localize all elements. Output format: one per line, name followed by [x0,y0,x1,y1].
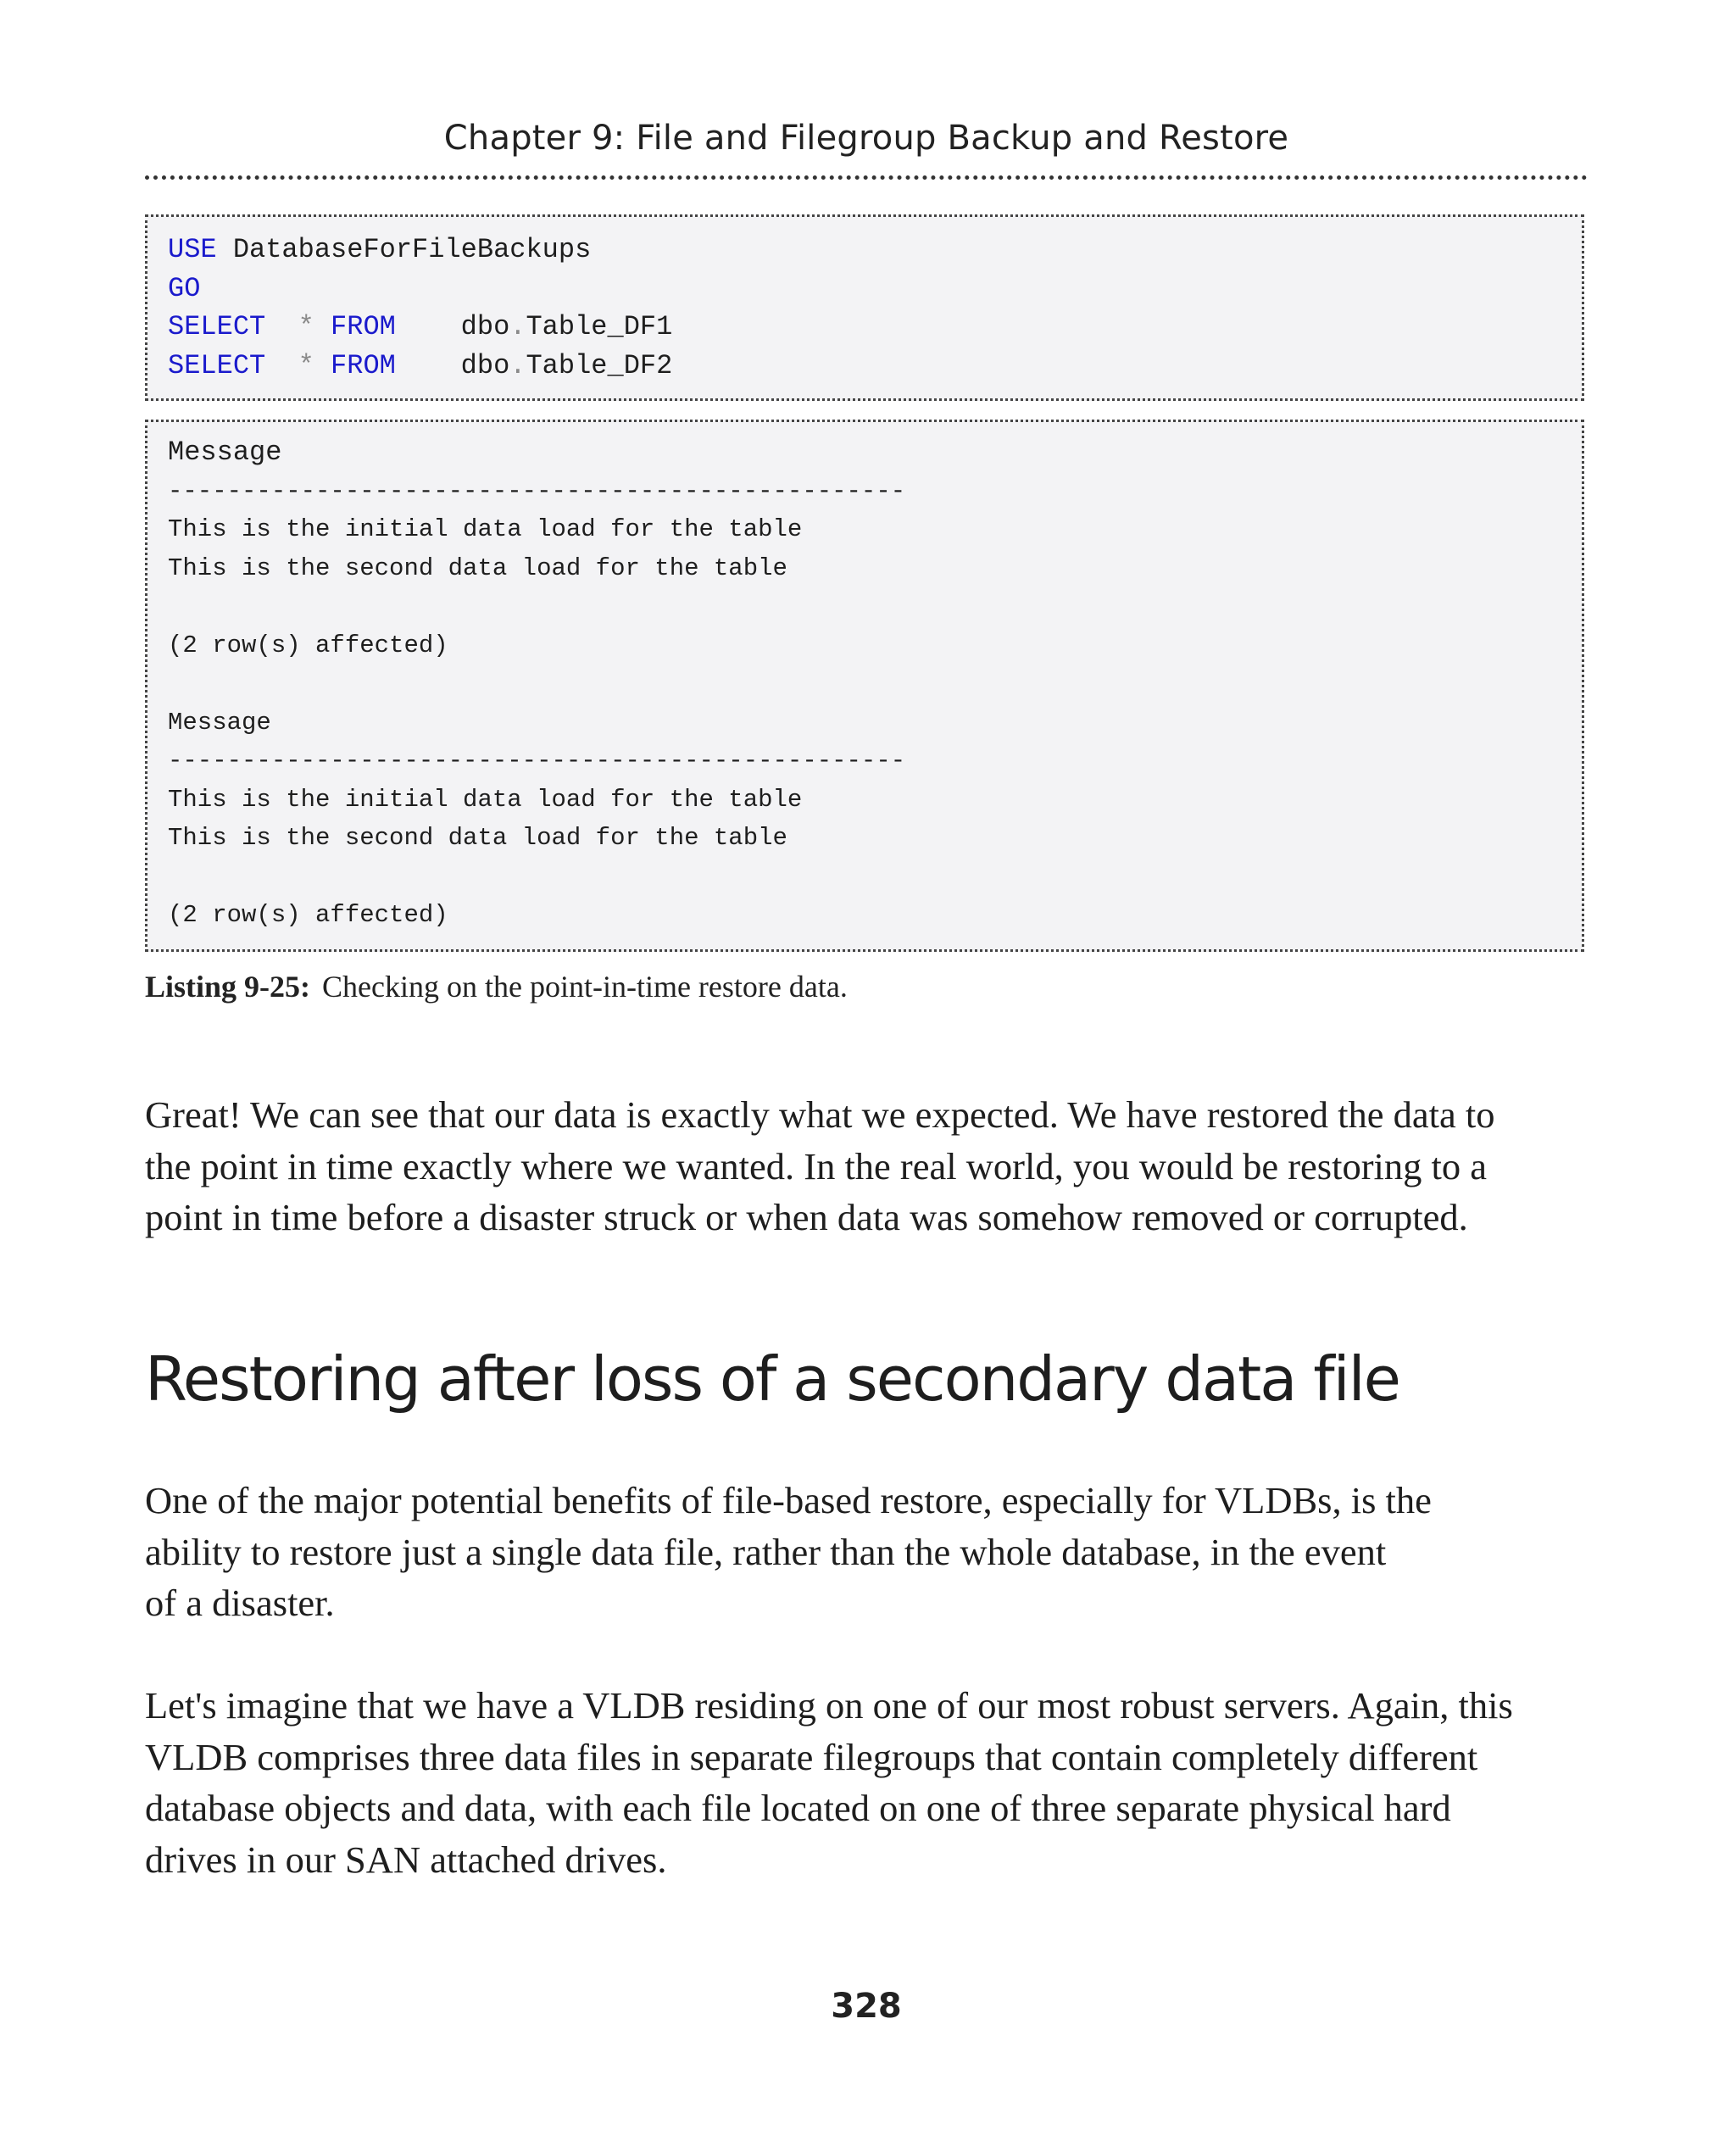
output-line: -------------------------------------------------- [168,476,906,505]
output-line [168,858,1582,897]
sql-table: Table_DF2 [526,349,673,381]
code-line [168,308,1582,347]
paragraph-line: One of the major potential benefits of file-based restore, especially for VLDBs, is the [145,1479,1432,1521]
output-line [168,665,1582,703]
paragraph-line: of a disaster. [145,1582,335,1624]
sql-operator: * [298,311,314,342]
sql-table: Table_DF1 [526,311,673,342]
listing-text: Checking on the point-in-time restore data. [322,970,848,1004]
header-rule [145,175,1588,180]
sql-keyword: FROM [331,311,396,342]
sql-keyword: GO [168,272,201,304]
output-line: This is the initial data load for the table [168,515,803,543]
sql-dot: . [509,349,526,381]
code-listing-input [145,214,1584,401]
output-line: This is the second data load for the table [168,553,787,582]
listing-label: Listing 9-25: [145,970,311,1004]
sql-keyword: FROM [331,349,396,381]
code-listing-output [145,420,1584,952]
section-heading: Restoring after loss of a secondary data file [145,1343,1399,1415]
output-line: Message [168,708,271,737]
output-line: This is the second data load for the table [168,824,787,852]
output-line [168,587,1582,626]
output-line: (2 row(s) affected) [168,631,448,659]
paragraph-line: point in time before a disaster struck or when data was somehow removed or corrupted. [145,1196,1468,1238]
output-line: Message [168,437,282,468]
code-line [168,270,1582,309]
sql-keyword: USE [168,234,217,265]
listing-caption [145,969,848,1004]
sql-schema: dbo [460,311,510,342]
sql-dot: . [509,311,526,342]
code-text: DatabaseForFileBackups [216,234,592,265]
sql-keyword: SELECT [168,311,266,342]
running-header: Chapter 9: File and Filegroup Backup and Restore [443,119,1289,158]
sql-schema: dbo [460,349,510,381]
paragraph-line: database objects and data, with each file located on one of three separate physical hard [145,1787,1451,1829]
paragraph-line: Let's imagine that we have a VLDB residing on one of our most robust servers. Again, this [145,1684,1513,1727]
output-line: This is the initial data load for the table [168,785,803,814]
code-line [168,231,1582,270]
paragraph-line: Great! We can see that our data is exactly what we expected. We have restored the data to [145,1093,1495,1136]
paragraph-line: drives in our SAN attached drives. [145,1838,667,1881]
body-paragraph [145,1089,1588,1243]
output-line: (2 row(s) affected) [168,901,448,929]
page-number: 328 [831,1987,902,2026]
body-paragraph [145,1475,1588,1629]
paragraph-line: the point in time exactly where we wanted. In the real world, you would be restoring to a [145,1144,1487,1187]
output-line: -------------------------------------------------- [168,747,906,775]
body-paragraph [145,1680,1588,1885]
code-line [168,347,1582,386]
sql-keyword: SELECT [168,349,266,381]
sql-operator: * [298,349,314,381]
paragraph-line: ability to restore just a single data file, rather than the whole database, in the event [145,1530,1387,1573]
paragraph-line: VLDB comprises three data files in separate filegroups that contain completely different [145,1735,1478,1778]
